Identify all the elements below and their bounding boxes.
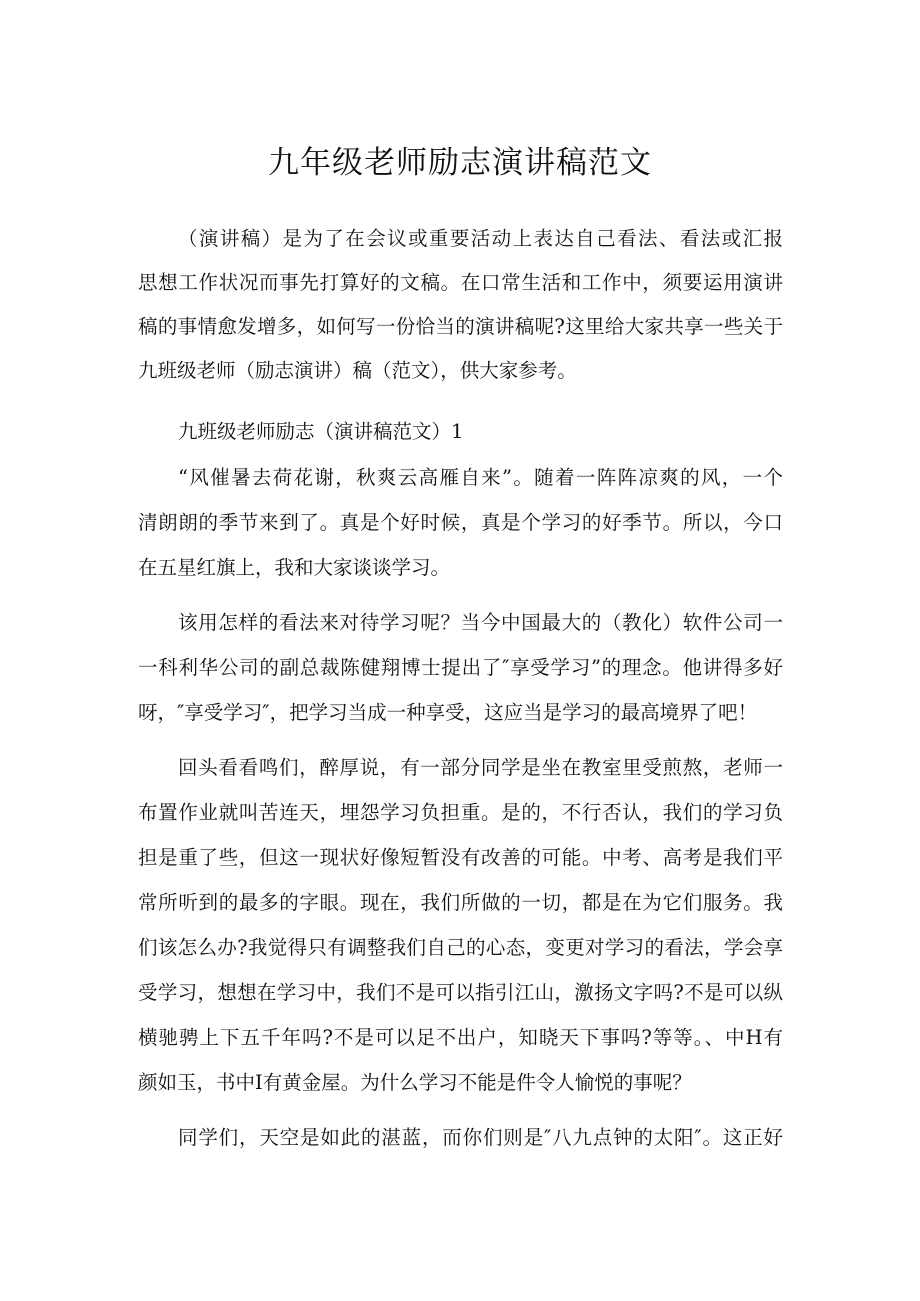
paragraph-line: 呀，″享受学习″，把学习当成一种享受，这应当是学习的最高境界了吧！ (138, 701, 758, 724)
section-heading: 九班级老师励志（演讲稿范文）1 (178, 420, 464, 443)
paragraph-line: 横驰骋上下五千年吗?不是可以足不出户，知晓天下事吗?等等。、中H有 (138, 1026, 783, 1049)
paragraph-line: （演讲稿）是为了在会议或重要活动上表达自己看法、看法或汇报 (178, 227, 783, 250)
paragraph-line: 九班级老师（励志演讲）稿（范文），供大家参考。 (138, 359, 577, 382)
paragraph-line: 清朗朗的季节来到了。真是个好时候，真是个学习的好季节。所以，今口 (138, 511, 783, 534)
paragraph-line: 们该怎么办?我觉得只有调整我们自己的心态，变更对学习的看法，学会享 (138, 936, 783, 959)
paragraph-line: 布置作业就叫苦连天，埋怨学习负担重。是的，不行否认，我们的学习负 (138, 801, 783, 824)
paragraph-line: 受学习，想想在学习中，我们不是可以指引江山，激扬文字吗?不是可以纵 (138, 981, 783, 1004)
paragraph-line: 常所听到的最多的字眼。现在，我们所做的一切，都是在为它们服务。我 (138, 891, 783, 914)
paragraph-line: 回头看看鸣们，醉厚说，有一部分同学是坐在教室里受煎熬，老师一 (178, 756, 783, 779)
paragraph-line: 思想工作状况而事先打算好的文稿。在口常生活和工作中，须要运用演讲 (138, 271, 783, 294)
paragraph-line: 该用怎样的看法来对待学习呢？当今中国最大的（教化）软件公司一 (178, 611, 783, 634)
paragraph-line: 颜如玉，书中I有黄金屋。为什么学习不能是件令人愉悦的事呢？ (138, 1071, 692, 1094)
paragraph-line: “风催暑去荷花谢，秋爽云高雁自来”。随着一阵阵凉爽的风，一个 (178, 466, 783, 489)
paragraph-line: 稿的事情愈发增多，如何写一份恰当的演讲稿呢?这里给大家共享一些关于 (138, 315, 783, 338)
paragraph-line: 同学们，天空是如此的湛蓝，而你们则是″八九点钟的太阳″。这正好 (178, 1126, 783, 1149)
paragraph-line: 在五星红旗上，我和大家谈谈学习。 (138, 556, 451, 579)
document-title: 九年级老师励志演讲稿范文 (268, 145, 652, 181)
paragraph-line: 担是重了些，但这一现状好像短暂没有改善的可能。中考、高考是我们平 (138, 846, 783, 869)
paragraph-line: 一科利华公司的副总裁陈健翔博士提出了″享受学习”的理念。他讲得多好 (138, 656, 783, 679)
